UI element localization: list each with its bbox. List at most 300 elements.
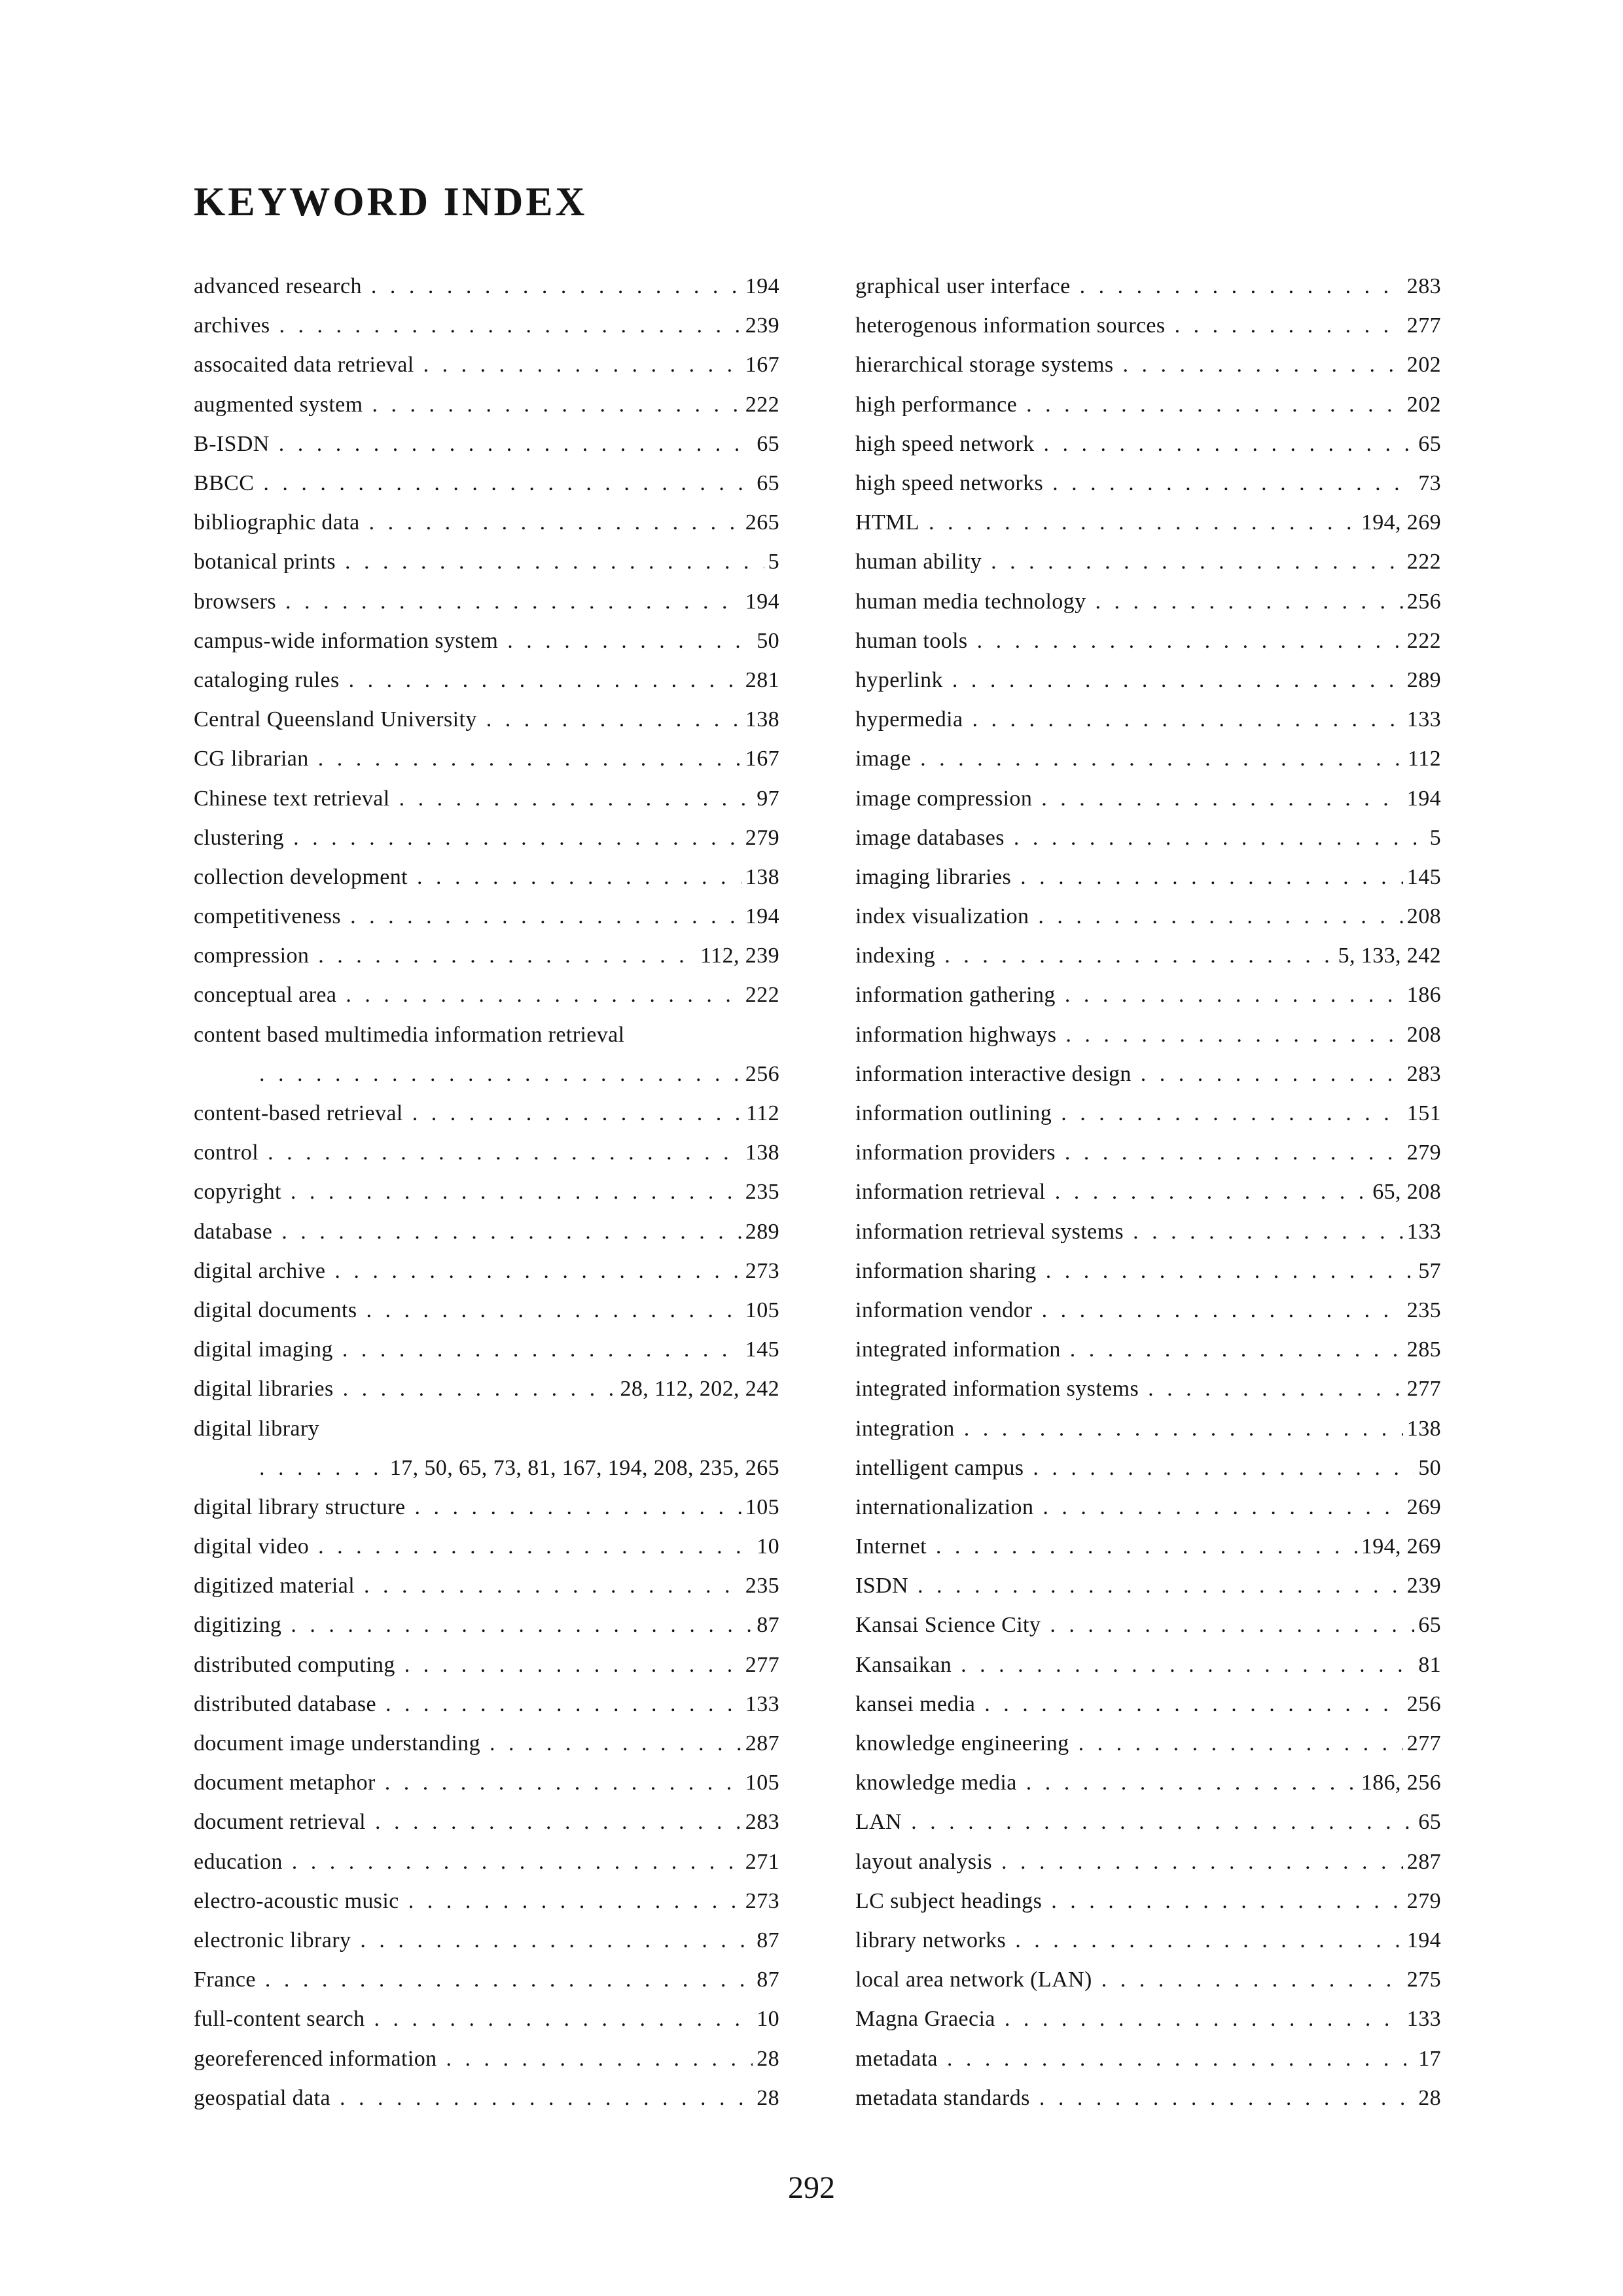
dot-leader: [279, 432, 753, 457]
index-page-refs: 222: [1406, 550, 1441, 574]
index-term: LC subject headings: [855, 1888, 1043, 1913]
index-entry: [855, 1291, 1441, 1330]
index-page-refs: 145: [745, 1337, 779, 1362]
index-page-refs: 279: [1406, 1140, 1441, 1165]
index-entry: [855, 622, 1441, 661]
dot-leader: [404, 1653, 741, 1678]
page-number: 292: [788, 2170, 835, 2205]
index-term: education: [194, 1849, 283, 1874]
dot-leader: [1123, 353, 1403, 378]
index-page-refs: 167: [745, 353, 779, 378]
dot-leader: [412, 1101, 742, 1126]
index-page-refs: 138: [1406, 1416, 1441, 1441]
index-term: human tools: [855, 628, 968, 653]
dot-leader: [1065, 983, 1403, 1008]
index-page-refs: 279: [745, 825, 779, 850]
dot-leader: [318, 1534, 753, 1559]
index-term: compression: [194, 944, 310, 968]
index-entry: [194, 661, 779, 700]
dot-leader: [1065, 1023, 1402, 1048]
index-term: graphical user interface: [855, 274, 1071, 299]
dot-leader: [318, 747, 741, 771]
index-term: CG librarian: [194, 747, 309, 771]
index-page-refs: 65, 208: [1372, 1180, 1441, 1205]
index-term: image databases: [855, 825, 1005, 850]
index-entry: [855, 503, 1441, 542]
index-term: collection development: [194, 864, 408, 889]
dot-leader: [1061, 1101, 1403, 1126]
index-term: layout analysis: [855, 1849, 993, 1874]
index-entry: [194, 1409, 779, 1448]
index-term: hierarchical storage systems: [855, 353, 1114, 378]
dot-leader: [446, 2047, 753, 2072]
index-term: B-ISDN: [194, 431, 270, 456]
dot-leader: [972, 707, 1403, 732]
index-entry: [855, 1763, 1441, 1803]
dot-leader: [366, 1298, 741, 1323]
index-term: high speed networks: [855, 471, 1044, 496]
dot-leader: [1096, 590, 1403, 614]
index-term: image: [855, 747, 912, 771]
index-entry: [855, 1843, 1441, 1882]
index-entry: [855, 858, 1441, 897]
index-term: document image understanding: [194, 1731, 480, 1756]
index-term: hypermedia: [855, 707, 963, 732]
index-entry: [855, 897, 1441, 936]
index-page-refs: 65: [1418, 1810, 1441, 1835]
index-term: digitizing: [194, 1613, 282, 1638]
dot-leader: [342, 1337, 741, 1362]
dot-leader: [259, 1062, 741, 1087]
index-entry: [194, 897, 779, 936]
index-page-refs: 28: [1418, 2085, 1441, 2110]
index-entry: [194, 1527, 779, 1566]
index-entry: [194, 2039, 779, 2078]
dot-leader: [1042, 1298, 1403, 1323]
index-page-refs: 138: [745, 1140, 779, 1165]
index-entry: [194, 1016, 779, 1055]
dot-leader: [369, 510, 741, 535]
index-term: cataloging rules: [194, 667, 340, 692]
index-term: digital documents: [194, 1298, 357, 1322]
index-page-refs: 194: [745, 904, 779, 929]
index-term: Kansaikan: [855, 1652, 952, 1677]
index-term: augmented system: [194, 392, 363, 417]
index-entry: [855, 1882, 1441, 1921]
dot-leader: [1043, 1495, 1402, 1520]
index-entry: [855, 1566, 1441, 1606]
index-term: integrated information: [855, 1337, 1061, 1362]
index-term: high performance: [855, 392, 1018, 417]
index-entry: [855, 1960, 1441, 2000]
dot-leader: [374, 2007, 753, 2032]
index-page-refs: 194, 269: [1361, 510, 1441, 535]
dot-leader: [1038, 904, 1402, 929]
index-page-refs: 17: [1418, 2046, 1441, 2071]
index-term: Internet: [855, 1534, 927, 1559]
dot-leader: [991, 550, 1403, 574]
dot-leader: [1026, 393, 1403, 417]
index-page-refs: 277: [1406, 313, 1441, 338]
index-term: digital library: [194, 1416, 320, 1441]
index-entry: [194, 779, 779, 818]
dot-leader: [936, 1534, 1357, 1559]
index-page-refs: 239: [745, 313, 779, 338]
index-entry: [194, 622, 779, 661]
index-entry: [855, 661, 1441, 700]
index-term: content based multimedia information retrieval: [194, 1022, 625, 1047]
index-entry: [855, 976, 1441, 1015]
index-term: human media technology: [855, 589, 1086, 614]
index-page-refs: 145: [1406, 864, 1441, 889]
index-entry: [194, 1369, 779, 1409]
index-page-refs: 194: [1406, 786, 1441, 811]
index-entry: [194, 1133, 779, 1173]
dot-leader: [399, 786, 753, 811]
index-term: copyright: [194, 1180, 281, 1205]
dot-leader: [1175, 313, 1403, 338]
index-page-refs: 5, 133, 242: [1338, 944, 1441, 968]
index-entry: [194, 1685, 779, 1724]
index-entry: [194, 503, 779, 542]
dot-leader: [1141, 1062, 1403, 1087]
index-page-refs: 97: [757, 786, 779, 811]
index-term: heterogenous information sources: [855, 313, 1166, 338]
dot-leader: [1015, 1928, 1403, 1953]
index-term: information vendor: [855, 1298, 1033, 1322]
index-page-refs: 133: [745, 1691, 779, 1716]
index-entry: [855, 1330, 1441, 1369]
index-term: georeferenced information: [194, 2046, 437, 2071]
index-term: information interactive design: [855, 1061, 1132, 1086]
index-term: campus-wide information system: [194, 628, 499, 653]
dot-leader: [952, 668, 1403, 693]
index-term: metadata standards: [855, 2085, 1030, 2110]
dot-leader: [1050, 1613, 1414, 1638]
index-page-refs: 112: [1408, 747, 1441, 771]
dot-leader: [1052, 471, 1414, 496]
dot-leader: [1020, 865, 1403, 890]
index-entry: [855, 1488, 1441, 1527]
index-entry: [194, 976, 779, 1015]
index-term: knowledge media: [855, 1771, 1017, 1795]
index-page-refs: 277: [1406, 1377, 1441, 1402]
index-page-refs: 87: [757, 1613, 779, 1638]
index-term: Chinese text retrieval: [194, 786, 390, 811]
index-page-refs: 112, 239: [700, 944, 779, 968]
index-page-refs: 265: [745, 510, 779, 535]
index-entry: [855, 1921, 1441, 1960]
index-term: integration: [855, 1416, 955, 1441]
dot-leader: [1014, 826, 1426, 851]
index-term: information sharing: [855, 1258, 1037, 1283]
index-entry: [855, 425, 1441, 464]
index-page-refs: 186: [1406, 983, 1441, 1008]
index-page-refs: 289: [1406, 667, 1441, 692]
index-term: digital libraries: [194, 1377, 334, 1402]
dot-leader: [385, 1771, 741, 1795]
index-entry: [855, 2000, 1441, 2039]
index-entry: [194, 345, 779, 385]
index-term: digitized material: [194, 1574, 355, 1598]
index-entry: [194, 1960, 779, 2000]
dot-leader: [1148, 1377, 1403, 1402]
index-entry: [855, 1016, 1441, 1055]
index-page-refs: 112: [746, 1101, 779, 1126]
dot-leader: [947, 2047, 1414, 2072]
index-page-refs: 65: [757, 431, 779, 456]
index-page-refs: 277: [745, 1652, 779, 1677]
dot-leader: [920, 747, 1404, 771]
index-entry: [194, 1173, 779, 1212]
index-page-refs: 235: [1406, 1298, 1441, 1322]
index-term: HTML: [855, 510, 919, 535]
index-page-refs: 194: [745, 589, 779, 614]
index-page-refs: 273: [745, 1258, 779, 1283]
index-page-refs: 105: [745, 1494, 779, 1519]
index-term: distributed database: [194, 1691, 376, 1716]
index-term: knowledge engineering: [855, 1731, 1069, 1756]
index-entry: [194, 858, 779, 897]
index-term: electronic library: [194, 1928, 351, 1952]
index-entry: [855, 819, 1441, 858]
index-page-refs: 222: [745, 392, 779, 417]
index-page-refs: 10: [757, 2007, 779, 2032]
index-entry: [855, 464, 1441, 503]
dot-leader: [349, 668, 741, 693]
index-term: hyperlink: [855, 667, 943, 692]
index-term: high speed network: [855, 431, 1035, 456]
index-page-refs: 5: [1429, 825, 1441, 850]
index-entry: [855, 1606, 1441, 1645]
index-entry: [855, 1527, 1441, 1566]
index-page-refs: 269: [1406, 1494, 1441, 1519]
dot-leader: [364, 1574, 741, 1598]
index-page-refs: 17, 50, 65, 73, 81, 167, 194, 208, 235, 265: [389, 1455, 779, 1480]
index-page-refs: 235: [745, 1180, 779, 1205]
index-page-refs: 285: [1406, 1337, 1441, 1362]
index-page-refs: 287: [1406, 1849, 1441, 1874]
index-term: library networks: [855, 1928, 1007, 1952]
index-page-refs: 65: [1418, 431, 1441, 456]
index-page-refs: 277: [1406, 1731, 1441, 1756]
dot-leader: [375, 1810, 741, 1835]
dot-leader: [1080, 274, 1403, 299]
index-page-refs: 194, 269: [1361, 1534, 1441, 1559]
index-entry: [194, 1212, 779, 1252]
index-entry: [194, 1803, 779, 1842]
index-page-refs: 281: [745, 667, 779, 692]
index-entry: [194, 1646, 779, 1685]
dot-leader: [281, 1220, 741, 1245]
index-column-right: [855, 267, 1441, 2118]
index-term: browsers: [194, 589, 276, 614]
index-page-refs: 273: [745, 1888, 779, 1913]
index-term: Central Queensland University: [194, 707, 477, 732]
dot-leader: [1046, 1259, 1414, 1284]
index-entry: [855, 739, 1441, 779]
dot-leader: [285, 590, 741, 614]
dot-leader: [292, 1850, 741, 1875]
dot-leader: [911, 1810, 1414, 1835]
index-page-refs: 208: [1406, 1022, 1441, 1047]
index-term: indexing: [855, 944, 936, 968]
index-term: information highways: [855, 1022, 1057, 1047]
index-page-refs: 208: [1406, 904, 1441, 929]
index-entry: [855, 306, 1441, 345]
index-entry: [194, 1724, 779, 1763]
dot-leader: [964, 1417, 1403, 1441]
dot-leader: [346, 983, 741, 1008]
dot-leader: [1043, 432, 1414, 457]
index-term: conceptual area: [194, 983, 337, 1008]
index-entry: [194, 1330, 779, 1369]
index-page-refs: 87: [757, 1928, 779, 1952]
index-term: intelligent campus: [855, 1455, 1024, 1480]
dot-leader: [1041, 786, 1403, 811]
dot-leader: [1101, 1968, 1403, 1992]
index-entry: [194, 700, 779, 739]
index-page-refs: 81: [1418, 1652, 1441, 1677]
dot-leader: [263, 471, 753, 496]
index-entry: [194, 1843, 779, 1882]
dot-leader: [417, 865, 741, 890]
index-entry: [855, 779, 1441, 818]
dot-leader: [385, 1692, 741, 1717]
index-entry: [194, 819, 779, 858]
index-entry: [194, 542, 779, 582]
index-entry: [855, 1685, 1441, 1724]
index-page-refs: 50: [757, 628, 779, 653]
index-term: imaging libraries: [855, 864, 1012, 889]
index-term: advanced research: [194, 274, 362, 299]
index-entry: [194, 1291, 779, 1330]
index-entry: [194, 1449, 779, 1488]
index-term: digital imaging: [194, 1337, 333, 1362]
index-entry: [194, 1763, 779, 1803]
index-entry: [855, 1449, 1441, 1488]
index-entry: [855, 1803, 1441, 1842]
index-term: assocaited data retrieval: [194, 353, 414, 378]
index-term: local area network (LAN): [855, 1968, 1092, 1992]
dot-leader: [423, 353, 741, 378]
index-page-refs: 194: [745, 274, 779, 299]
index-term: digital video: [194, 1534, 310, 1559]
dot-leader: [1051, 1889, 1403, 1914]
index-term: document retrieval: [194, 1810, 366, 1835]
index-term: metadata: [855, 2046, 938, 2071]
index-page-refs: 256: [1406, 589, 1441, 614]
dot-leader: [1001, 1850, 1403, 1875]
index-page-refs: 133: [1406, 707, 1441, 732]
index-entry: [194, 2000, 779, 2039]
index-entry: [194, 1566, 779, 1606]
index-entry: [855, 542, 1441, 582]
index-page-refs: 283: [745, 1810, 779, 1835]
index-term: France: [194, 1968, 256, 1992]
index-term: index visualization: [855, 904, 1029, 929]
dot-leader: [334, 1259, 741, 1284]
index-entry: [194, 2079, 779, 2118]
index-page-refs: 202: [1406, 353, 1441, 378]
index-term: bibliographic data: [194, 510, 360, 535]
index-page-refs: 235: [745, 1574, 779, 1598]
index-term: information providers: [855, 1140, 1056, 1165]
index-term: content-based retrieval: [194, 1101, 403, 1126]
index-page-refs: 105: [745, 1771, 779, 1795]
dot-leader: [343, 1377, 616, 1402]
index-entry: [194, 1252, 779, 1291]
dot-leader: [918, 1574, 1403, 1598]
index-page-refs: 202: [1406, 392, 1441, 417]
index-page-refs: 28: [757, 2046, 779, 2071]
index-entry: [855, 1055, 1441, 1094]
index-entry: [855, 345, 1441, 385]
index-term: botanical prints: [194, 550, 336, 574]
dot-leader: [961, 1653, 1414, 1678]
index-entry: [855, 1646, 1441, 1685]
index-term: image compression: [855, 786, 1033, 811]
dot-leader: [291, 1180, 741, 1205]
index-entry: [194, 425, 779, 464]
dot-leader: [268, 1140, 741, 1165]
index-term: competitiveness: [194, 904, 342, 929]
index-entry: [194, 267, 779, 306]
index-page-refs: 271: [745, 1849, 779, 1874]
index-page-refs: 239: [1406, 1574, 1441, 1598]
index-page-refs: 275: [1406, 1968, 1441, 1992]
index-page-refs: 283: [1406, 1061, 1441, 1086]
dot-leader: [1005, 2007, 1403, 2032]
index-entry: [194, 1606, 779, 1645]
index-page-refs: 57: [1418, 1258, 1441, 1283]
index-term: distributed computing: [194, 1652, 395, 1677]
index-entry: [855, 1409, 1441, 1448]
dot-leader: [1039, 2086, 1414, 2111]
index-page-refs: 194: [1406, 1928, 1441, 1952]
dot-leader: [345, 550, 764, 574]
dot-leader: [944, 944, 1334, 968]
index-entry: [194, 1921, 779, 1960]
index-entry: [855, 1369, 1441, 1409]
dot-leader: [279, 313, 741, 338]
index-entry: [194, 1882, 779, 1921]
dot-leader: [1033, 1456, 1414, 1481]
index-page-refs: 222: [1406, 628, 1441, 653]
index-page-refs: 151: [1406, 1101, 1441, 1126]
index-entry: [194, 1055, 779, 1094]
index-entry: [855, 267, 1441, 306]
dot-leader: [507, 629, 753, 654]
dot-leader: [291, 1613, 753, 1638]
index-entry: [194, 739, 779, 779]
index-term: LAN: [855, 1810, 902, 1835]
dot-leader: [977, 629, 1403, 654]
index-page-refs: 105: [745, 1298, 779, 1322]
index-page-refs: 65: [1418, 1613, 1441, 1638]
dot-leader: [372, 393, 741, 417]
index-page-refs: 28: [757, 2085, 779, 2110]
index-entry: [855, 1212, 1441, 1252]
dot-leader: [360, 1928, 753, 1953]
index-page-refs: 65: [757, 471, 779, 496]
dot-leader: [265, 1968, 753, 1992]
index-entry: [194, 464, 779, 503]
index-term: electro-acoustic music: [194, 1888, 399, 1913]
index-page-refs: 289: [745, 1219, 779, 1244]
index-entry: [194, 385, 779, 425]
index-page-refs: 167: [745, 747, 779, 771]
